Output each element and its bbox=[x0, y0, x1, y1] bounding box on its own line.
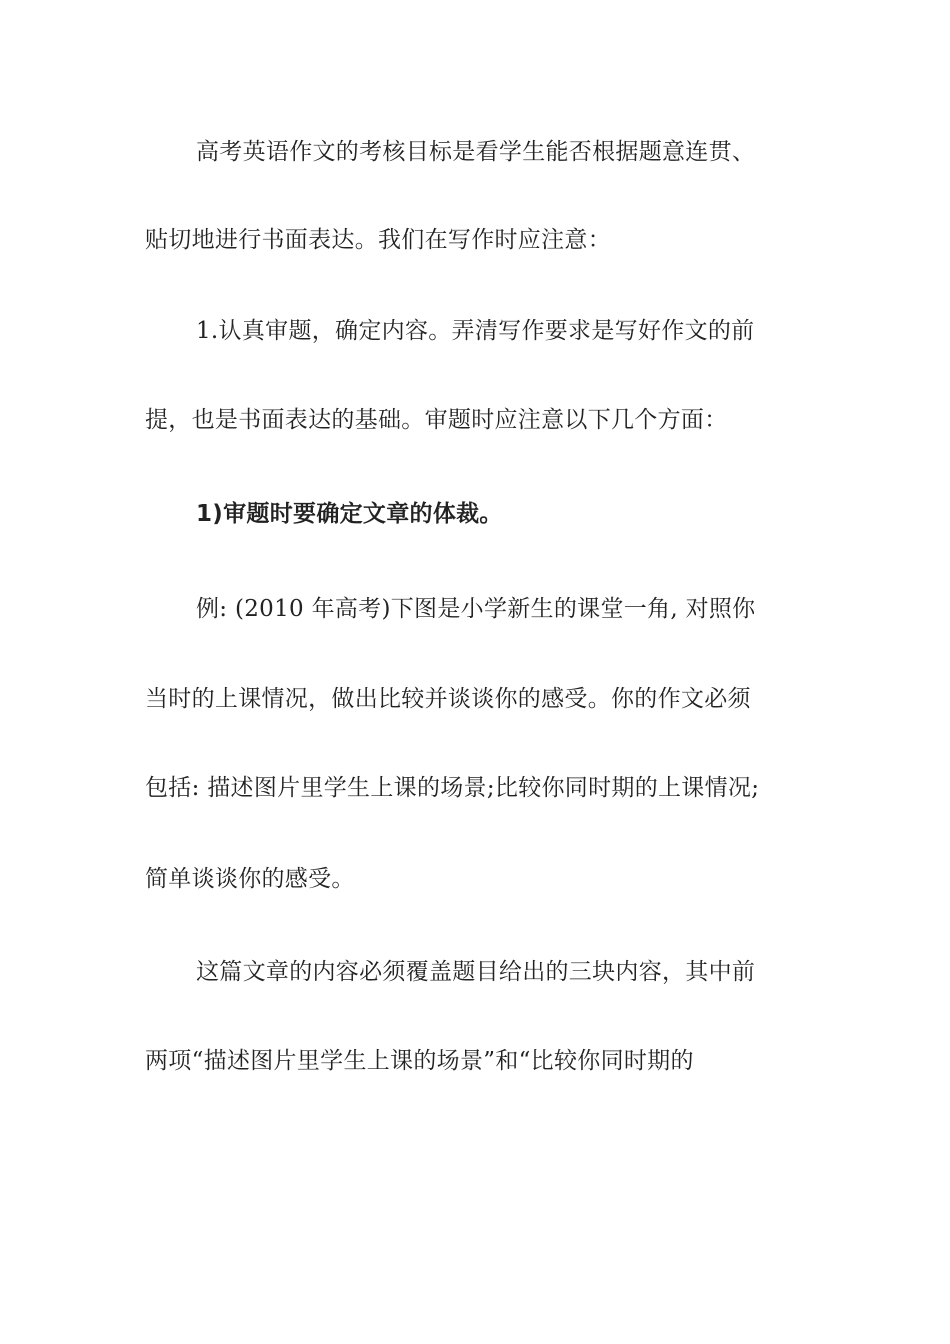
paragraph-3-line-1: 例: (2010 年高考)下图是小学新生的课堂一角, 对照你 bbox=[196, 596, 756, 622]
paragraph-2-line-2: 提，也是书面表达的基础。审题时应注意以下几个方面： bbox=[145, 407, 728, 433]
section-heading: 1)审题时要确定文章的体裁。 bbox=[196, 501, 503, 527]
paragraph-2-line-1: 1.认真审题，确定内容。弄清写作要求是写好作文的前 bbox=[196, 318, 755, 344]
paragraph-4-line-1: 这篇文章的内容必须覆盖题目给出的三块内容，其中前 bbox=[196, 959, 756, 985]
paragraph-4-line-2: 两项“描述图片里学生上课的场景”和“比较你同时期的 bbox=[145, 1048, 694, 1074]
paragraph-1-line-2: 贴切地进行书面表达。我们在写作时应注意： bbox=[145, 227, 611, 253]
paragraph-3-line-2: 当时的上课情况，做出比较并谈谈你的感受。你的作文必须 bbox=[145, 686, 751, 712]
paragraph-3-line-3: 包括: 描述图片里学生上课的场景;比较你同时期的上课情况; bbox=[145, 775, 760, 801]
paragraph-3-line-4: 简单谈谈你的感受。 bbox=[145, 866, 355, 892]
paragraph-1-line-1: 高考英语作文的考核目标是看学生能否根据题意连贯、 bbox=[196, 139, 756, 165]
